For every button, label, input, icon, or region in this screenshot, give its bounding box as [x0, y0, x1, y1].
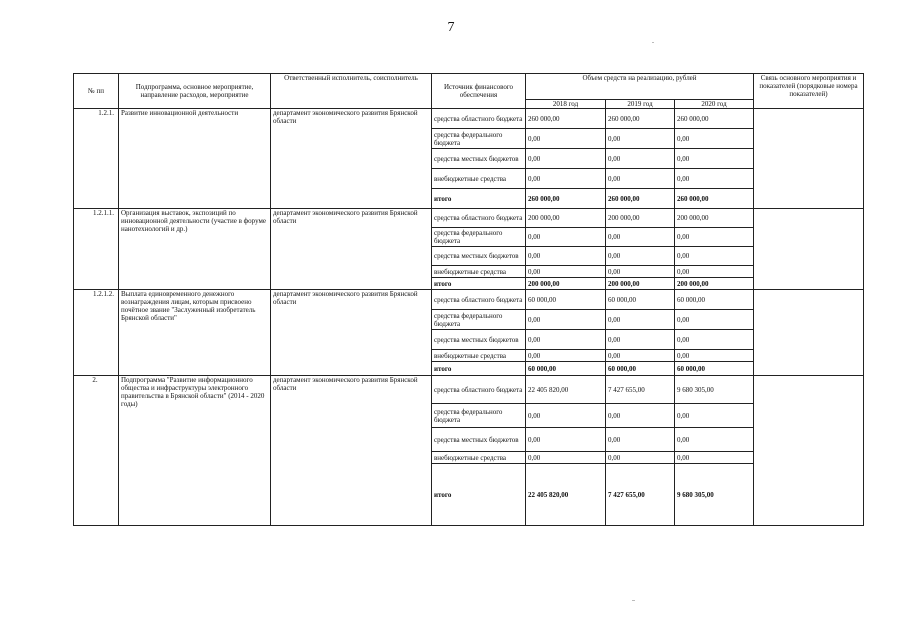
row-executor: департамент экономического развития Брянской области	[271, 109, 432, 209]
source-label: внебюджетные средства	[432, 350, 526, 362]
total-cell: 7 427 655,00	[606, 464, 675, 526]
value-cell: 0,00	[526, 149, 606, 169]
row-executor: департамент экономического развития Брянской области	[271, 376, 432, 526]
total-cell: 60 000,00	[606, 362, 675, 376]
scan-speck	[652, 42, 654, 43]
source-label: средства местных бюджетов	[432, 330, 526, 350]
header-link: Связь основного мероприятия и показателей (порядковые номера показателей)	[754, 74, 864, 109]
source-label: итого	[432, 189, 526, 209]
value-cell: 60 000,00	[526, 290, 606, 310]
value-cell: 0,00	[675, 149, 754, 169]
row-number: 1.2.1.1.	[74, 209, 119, 290]
link-cell	[754, 109, 864, 209]
budget-table	[73, 73, 864, 526]
source-label: средства областного бюджета	[432, 209, 526, 228]
header-year: 2020 год	[675, 100, 754, 109]
value-cell: 0,00	[606, 428, 675, 452]
value-cell: 0,00	[526, 247, 606, 266]
header-year: 2019 год	[606, 100, 675, 109]
source-label: средства местных бюджетов	[432, 247, 526, 266]
scan-speck	[632, 600, 635, 601]
value-cell: 0,00	[675, 350, 754, 362]
value-cell: 0,00	[606, 330, 675, 350]
value-cell: 0,00	[526, 169, 606, 189]
source-label: средства федерального бюджета	[432, 310, 526, 330]
total-cell: 200 000,00	[526, 278, 606, 290]
value-cell: 0,00	[526, 452, 606, 464]
value-cell: 60 000,00	[675, 290, 754, 310]
value-cell: 0,00	[675, 129, 754, 149]
header-volume: Объем средств на реализацию, рублей	[526, 74, 754, 100]
total-cell: 60 000,00	[675, 362, 754, 376]
value-cell: 0,00	[526, 129, 606, 149]
value-cell: 0,00	[526, 266, 606, 278]
value-cell: 260 000,00	[606, 109, 675, 129]
source-label: средства областного бюджета	[432, 376, 526, 404]
value-cell: 260 000,00	[526, 109, 606, 129]
value-cell: 0,00	[526, 428, 606, 452]
link-cell	[754, 376, 864, 526]
link-cell	[754, 209, 864, 290]
value-cell: 0,00	[675, 266, 754, 278]
value-cell: 0,00	[675, 247, 754, 266]
row-number: 1.2.1.2.	[74, 290, 119, 376]
row-number: 2.	[74, 376, 119, 526]
source-label: средства областного бюджета	[432, 290, 526, 310]
value-cell: 0,00	[675, 228, 754, 247]
row-executor: департамент экономического развития Брянской области	[271, 290, 432, 376]
value-cell: 0,00	[606, 350, 675, 362]
source-label: внебюджетные средства	[432, 169, 526, 189]
total-cell: 260 000,00	[675, 189, 754, 209]
total-cell: 260 000,00	[526, 189, 606, 209]
value-cell: 22 405 820,00	[526, 376, 606, 404]
header-year: 2018 год	[526, 100, 606, 109]
page-number: 7	[447, 20, 455, 35]
source-label: внебюджетные средства	[432, 452, 526, 464]
value-cell: 0,00	[526, 404, 606, 428]
row-name: Развитие инновационной деятельности	[119, 109, 271, 209]
header-executor: Ответственный исполнитель, соисполнитель	[271, 74, 432, 109]
value-cell: 200 000,00	[675, 209, 754, 228]
value-cell: 0,00	[675, 404, 754, 428]
value-cell: 0,00	[606, 404, 675, 428]
value-cell: 0,00	[526, 310, 606, 330]
value-cell: 0,00	[675, 310, 754, 330]
source-label: внебюджетные средства	[432, 266, 526, 278]
source-label: средства федерального бюджета	[432, 129, 526, 149]
row-name: Выплата единовременного денежного вознаграждения лицам, которым присвоено почётное звание "Заслуженный изобретатель Брянской области"	[119, 290, 271, 376]
value-cell: 0,00	[606, 247, 675, 266]
total-cell: 200 000,00	[606, 278, 675, 290]
value-cell: 0,00	[606, 310, 675, 330]
value-cell: 200 000,00	[526, 209, 606, 228]
source-label: средства местных бюджетов	[432, 149, 526, 169]
value-cell: 0,00	[606, 452, 675, 464]
source-label: средства местных бюджетов	[432, 428, 526, 452]
value-cell: 0,00	[526, 228, 606, 247]
value-cell: 9 680 305,00	[675, 376, 754, 404]
total-cell: 200 000,00	[675, 278, 754, 290]
row-executor: департамент экономического развития Брянской области	[271, 209, 432, 290]
header-source: Источник финансового обеспечения	[432, 74, 526, 109]
total-cell: 9 680 305,00	[675, 464, 754, 526]
value-cell: 0,00	[606, 228, 675, 247]
source-label: средства областного бюджета	[432, 109, 526, 129]
value-cell: 260 000,00	[675, 109, 754, 129]
value-cell: 200 000,00	[606, 209, 675, 228]
value-cell: 0,00	[606, 129, 675, 149]
row-name: Организация выставок, экспозиций по инновационной деятельности (участие в форуме нанотехнологий и др.)	[119, 209, 271, 290]
source-label: средства федерального бюджета	[432, 404, 526, 428]
header-name: Подпрограмма, основное мероприятие, направление расходов, мероприятие	[119, 74, 271, 109]
source-label: итого	[432, 464, 526, 526]
total-cell: 60 000,00	[526, 362, 606, 376]
source-label: средства федерального бюджета	[432, 228, 526, 247]
value-cell: 0,00	[675, 452, 754, 464]
value-cell: 0,00	[526, 330, 606, 350]
source-label: итого	[432, 278, 526, 290]
value-cell: 0,00	[526, 350, 606, 362]
row-number: 1.2.1.	[74, 109, 119, 209]
value-cell: 0,00	[606, 266, 675, 278]
total-cell: 22 405 820,00	[526, 464, 606, 526]
value-cell: 7 427 655,00	[606, 376, 675, 404]
row-name: Подпрограмма "Развитие информационного общества и инфраструктуры электронного правительства в Брянской области" (2014 - 2020 годы)	[119, 376, 271, 526]
total-cell: 260 000,00	[606, 189, 675, 209]
value-cell: 0,00	[606, 149, 675, 169]
value-cell: 60 000,00	[606, 290, 675, 310]
link-cell	[754, 290, 864, 376]
value-cell: 0,00	[606, 169, 675, 189]
source-label: итого	[432, 362, 526, 376]
header-num: № пп	[74, 74, 119, 109]
value-cell: 0,00	[675, 330, 754, 350]
value-cell: 0,00	[675, 169, 754, 189]
value-cell: 0,00	[675, 428, 754, 452]
